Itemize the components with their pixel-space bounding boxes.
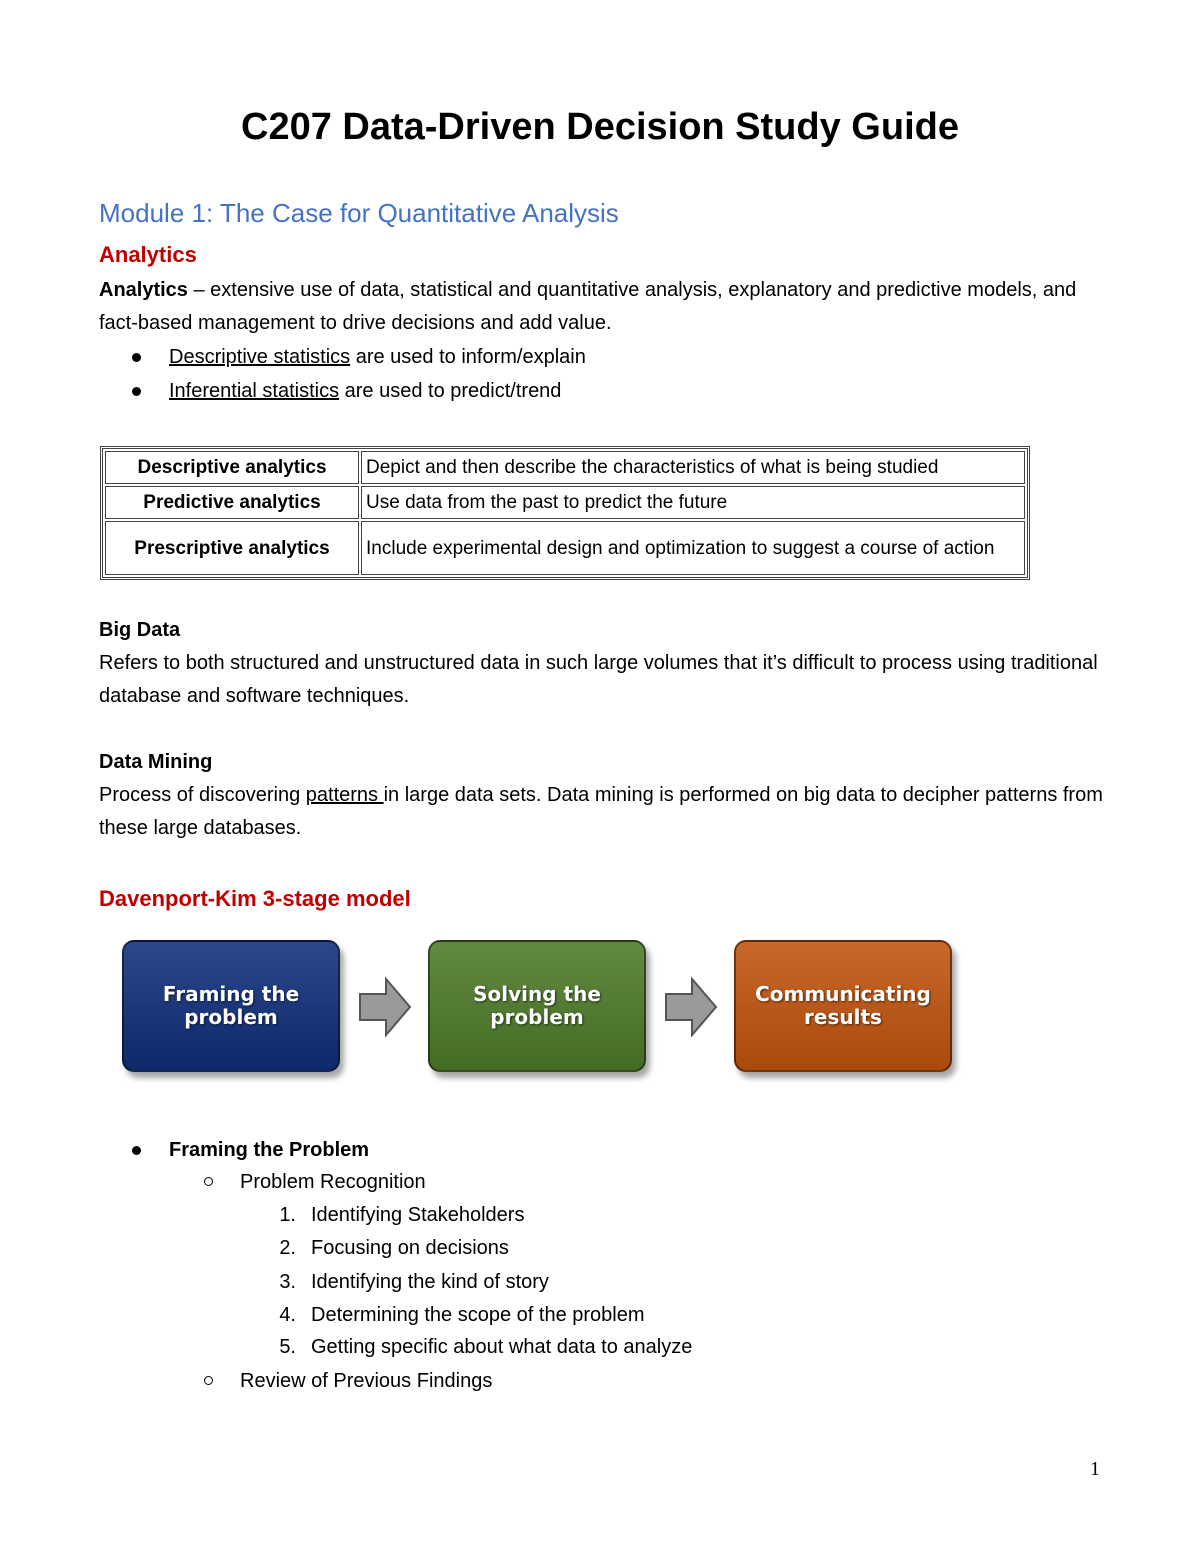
bullet-dot-icon [132,387,141,396]
big-data-text: Refers to both structured and unstructured data in such large volumes that it’s difficult to process using traditional database and software techniques. [99,652,1098,707]
stage-framing-the-problem: Framing the problem [122,940,340,1072]
list-number: 5. [279,1336,296,1358]
table-cell-description: Use data from the past to predict the future [361,486,1025,519]
problem-recognition-label: Problem Recognition [240,1171,426,1193]
inferential-statistics-term: Inferential statistics [169,380,340,402]
list-item-text: Getting specific about what data to analyze [311,1336,693,1358]
descriptive-statistics-term: Descriptive statistics [169,346,351,368]
circle-bullet-icon [204,1177,213,1186]
stage-communicating-results: Communicating results [734,940,952,1072]
davenport-kim-diagram [118,936,964,1086]
table-cell-type: Predictive analytics [105,486,359,519]
davenport-heading: Davenport-Kim 3-stage model [99,886,411,911]
list-number: 2. [279,1237,296,1259]
descriptive-statistics-rest: are used to inform/explain [350,346,586,368]
analytics-definition [99,274,1109,340]
data-mining-text-before: Process of discovering [99,784,306,806]
framing-problem-label: Framing the Problem [169,1139,370,1161]
stage-solving-the-problem: Solving the problem [428,940,646,1072]
analytics-definition-text: – extensive use of data, statistical and quantitative analysis, explanatory and predictive models, and fact-based management to drive decisions and add value. [99,279,1077,334]
arrow-right-icon [664,976,718,1038]
bullet-dot-icon [132,1146,141,1155]
list-number: 4. [279,1304,296,1326]
table-row [105,451,1025,484]
list-number: 1. [279,1204,296,1226]
table-cell-description: Include experimental design and optimization to suggest a course of action [361,521,1025,575]
data-mining-text-after: in large data sets. Data mining is performed on big data to decipher patterns from these large databases. [99,784,1103,839]
data-mining-text [99,779,1109,845]
data-mining-heading: Data Mining [99,751,213,773]
analytics-heading: Analytics [99,242,197,267]
inferential-statistics-rest: are used to predict/trend [339,380,562,402]
list-item-text: Determining the scope of the problem [311,1304,645,1326]
review-findings-label: Review of Previous Findings [240,1370,493,1392]
list-item-text: Identifying the kind of story [311,1271,549,1293]
big-data-heading: Big Data [99,619,181,641]
analytics-term: Analytics [99,279,188,301]
list-item-text: Identifying Stakeholders [311,1204,525,1226]
analytics-types-table [100,446,1030,580]
page-title: C207 Data-Driven Decision Study Guide [241,106,959,148]
circle-bullet-icon [204,1376,213,1385]
table-cell-description: Depict and then describe the characteristics of what is being studied [361,451,1025,484]
table-cell-type: Prescriptive analytics [105,521,359,575]
arrow-right-icon [358,976,412,1038]
table-row [105,521,1025,575]
page-number: 1 [1090,1458,1100,1480]
module-heading: Module 1: The Case for Quantitative Analysis [99,198,619,228]
table-row [105,486,1025,519]
patterns-term: patterns [305,784,384,806]
list-number: 3. [279,1271,296,1293]
list-item-text: Focusing on decisions [311,1237,509,1259]
table-cell-type: Descriptive analytics [105,451,359,484]
bullet-dot-icon [132,353,141,362]
